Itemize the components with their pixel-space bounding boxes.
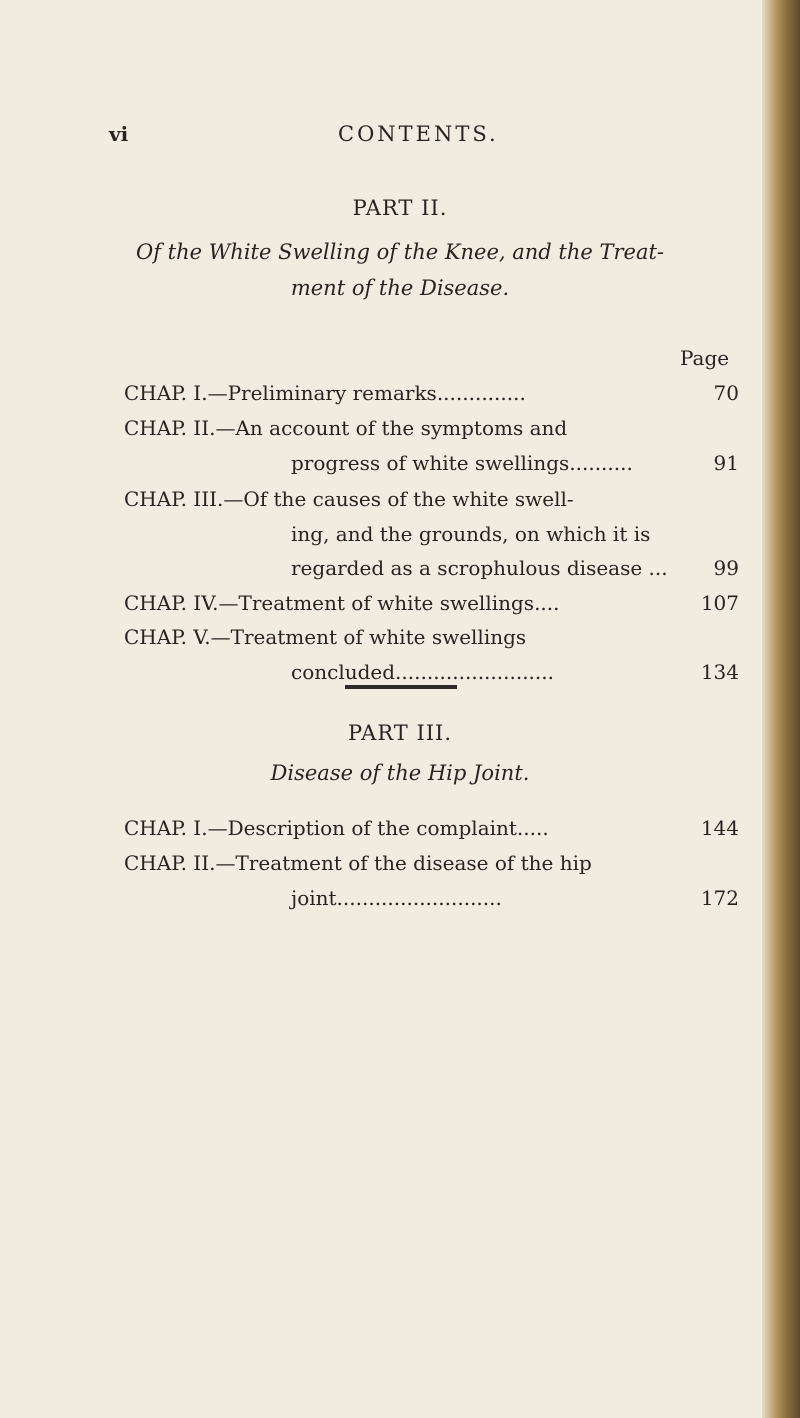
toc-entry <box>0 416 800 450</box>
section-divider <box>345 685 457 689</box>
part-3-heading: PART III. <box>347 721 453 745</box>
toc-page-number: 107 <box>700 591 739 615</box>
toc-entry-continuation <box>0 522 800 556</box>
part-2-heading: PART II. <box>352 196 448 220</box>
running-head: CONTENTS. <box>338 122 499 146</box>
toc-entry <box>0 381 800 415</box>
toc-entry-text: CHAP. IV.—Treatment of white swellings.... <box>124 591 560 615</box>
toc-entry-text: joint.......................... <box>291 886 502 910</box>
toc-page-number: 70 <box>713 381 739 405</box>
toc-entry-continuation <box>0 451 800 485</box>
toc-entry-text: progress of white swellings.......... <box>291 451 633 475</box>
part-2-subtitle-line-2: ment of the Disease. <box>290 276 510 300</box>
page-header <box>0 122 800 162</box>
toc-entry-text: concluded......................... <box>291 660 554 684</box>
toc-entry <box>0 816 800 850</box>
toc-entry <box>0 851 800 885</box>
toc-entry <box>0 487 800 521</box>
toc-entry-continuation <box>0 556 800 590</box>
toc-page-number: 134 <box>700 660 739 684</box>
toc-entry <box>0 591 800 625</box>
toc-entry-text: CHAP. V.—Treatment of white swellings <box>124 625 527 649</box>
toc-entry-text: CHAP. II.—An account of the symptoms and <box>124 416 568 440</box>
toc-entry-text: CHAP. I.—Description of the complaint..... <box>124 816 549 840</box>
toc-entry-text: ing, and the grounds, on which it is <box>291 522 651 546</box>
toc-page-number: 172 <box>700 886 739 910</box>
toc-entry-text: CHAP. III.—Of the causes of the white swell- <box>124 487 574 511</box>
toc-entry-continuation <box>0 886 800 920</box>
part-2-subtitle-line-1: Of the White Swelling of the Knee, and the Treat- <box>135 240 664 264</box>
part-3-subtitle: Disease of the Hip Joint. <box>270 761 530 785</box>
toc-page-number: 99 <box>713 556 739 580</box>
toc-entry-text: regarded as a scrophulous disease ... <box>291 556 668 580</box>
toc-entry-text: CHAP. II.—Treatment of the disease of the hip <box>124 851 592 875</box>
toc-entry-text: CHAP. I.—Preliminary remarks.............. <box>124 381 526 405</box>
toc-page-number: 144 <box>700 816 739 840</box>
toc-entry <box>0 625 800 659</box>
page-number: vi <box>109 122 129 146</box>
toc-page-number: 91 <box>713 451 739 475</box>
page-column-label: Page <box>680 346 730 370</box>
